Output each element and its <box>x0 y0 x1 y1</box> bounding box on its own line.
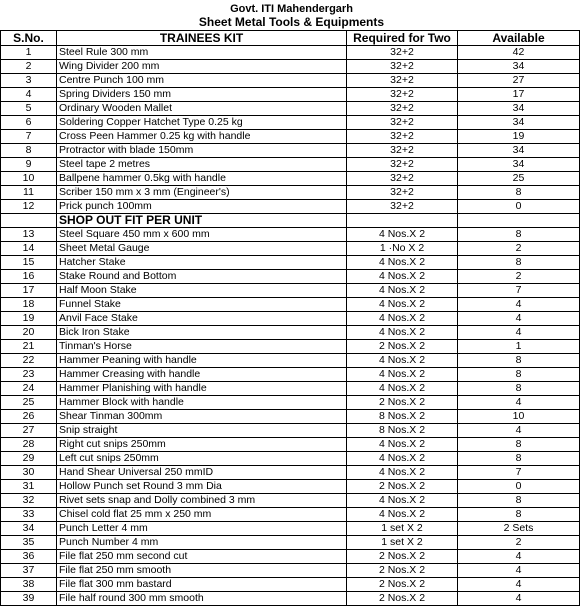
required-cell: 4 Nos.X 2 <box>347 452 458 466</box>
available-cell: 0 <box>458 480 580 494</box>
item-cell: Cross Peen Hammer 0.25 kg with handle <box>57 130 347 144</box>
item-cell: File flat 250 mm second cut <box>57 550 347 564</box>
required-cell: 32+2 <box>347 88 458 102</box>
tools-table <box>0 30 580 606</box>
table-row <box>1 242 580 256</box>
sno-cell: 33 <box>1 508 57 522</box>
required-cell: 2 Nos.X 2 <box>347 550 458 564</box>
required-cell: 1 ·No X 2 <box>347 242 458 256</box>
table-row <box>1 102 580 116</box>
item-cell: File half round 300 mm smooth <box>57 592 347 606</box>
item-cell: Hollow Punch set Round 3 mm Dia <box>57 480 347 494</box>
sno-cell: 18 <box>1 298 57 312</box>
required-cell: 4 Nos.X 2 <box>347 382 458 396</box>
required-cell: 32+2 <box>347 102 458 116</box>
table-row <box>1 592 580 606</box>
sno-cell: 15 <box>1 256 57 270</box>
table-row <box>1 298 580 312</box>
item-cell: Soldering Copper Hatchet Type 0.25 kg <box>57 116 347 130</box>
item-cell: Hatcher Stake <box>57 256 347 270</box>
available-cell: 4 <box>458 298 580 312</box>
available-cell: 8 <box>458 508 580 522</box>
table-row <box>1 424 580 438</box>
available-cell: 17 <box>458 88 580 102</box>
sno-cell: 35 <box>1 536 57 550</box>
required-cell: 4 Nos.X 2 <box>347 326 458 340</box>
document-subtitle: Sheet Metal Tools & Equipments <box>198 15 385 29</box>
table-row <box>1 270 580 284</box>
sno-cell: 6 <box>1 116 57 130</box>
institute-title: Govt. ITI Mahendergarh <box>230 3 353 15</box>
sno-cell: 25 <box>1 396 57 410</box>
sno-cell: 27 <box>1 424 57 438</box>
required-cell: 32+2 <box>347 46 458 60</box>
required-cell: 2 Nos.X 2 <box>347 340 458 354</box>
required-cell: 2 Nos.X 2 <box>347 578 458 592</box>
available-cell: 7 <box>458 466 580 480</box>
sno-cell: 7 <box>1 130 57 144</box>
available-cell: 8 <box>458 186 580 200</box>
sno-cell: 32 <box>1 494 57 508</box>
required-cell: 32+2 <box>347 116 458 130</box>
sno-cell: 28 <box>1 438 57 452</box>
required-cell: 32+2 <box>347 172 458 186</box>
item-cell: Hand Shear Universal 250 mmID <box>57 466 347 480</box>
table-row <box>1 158 580 172</box>
required-cell: 1 set X 2 <box>347 522 458 536</box>
sno-cell: 37 <box>1 564 57 578</box>
sno-cell: 21 <box>1 340 57 354</box>
required-cell: 4 Nos.X 2 <box>347 312 458 326</box>
available-cell: 34 <box>458 60 580 74</box>
available-cell: 34 <box>458 144 580 158</box>
item-cell: Ballpene hammer 0.5kg with handle <box>57 172 347 186</box>
required-cell: 32+2 <box>347 60 458 74</box>
item-cell: Funnel Stake <box>57 298 347 312</box>
available-cell: 8 <box>458 354 580 368</box>
table-row <box>1 186 580 200</box>
table-row <box>1 466 580 480</box>
table-row <box>1 256 580 270</box>
required-cell: 8 Nos.X 2 <box>347 410 458 424</box>
available-cell: 10 <box>458 410 580 424</box>
sno-cell: 26 <box>1 410 57 424</box>
available-cell: 25 <box>458 172 580 186</box>
item-cell: Scriber 150 mm x 3 mm (Engineer's) <box>57 186 347 200</box>
sno-cell <box>1 214 57 228</box>
sno-cell: 12 <box>1 200 57 214</box>
item-cell: Punch Number 4 mm <box>57 536 347 550</box>
item-cell: Tinman's Horse <box>57 340 347 354</box>
sno-cell: 1 <box>1 46 57 60</box>
item-cell: Shear Tinman 300mm <box>57 410 347 424</box>
header-trainees-kit: TRAINEES KIT <box>57 31 347 46</box>
item-cell: Hammer Creasing with handle <box>57 368 347 382</box>
table-row <box>1 396 580 410</box>
required-cell: 2 Nos.X 2 <box>347 396 458 410</box>
required-cell: 1 set X 2 <box>347 536 458 550</box>
required-cell: 8 Nos.X 2 <box>347 424 458 438</box>
item-cell: Hammer Peaning with handle <box>57 354 347 368</box>
table-row <box>1 480 580 494</box>
sno-cell: 19 <box>1 312 57 326</box>
available-cell: 4 <box>458 424 580 438</box>
required-cell: 2 Nos.X 2 <box>347 592 458 606</box>
item-cell: Ordinary Wooden Mallet <box>57 102 347 116</box>
sno-cell: 2 <box>1 60 57 74</box>
available-cell: 2 <box>458 536 580 550</box>
sno-cell: 36 <box>1 550 57 564</box>
available-cell: 0 <box>458 200 580 214</box>
required-cell: 4 Nos.X 2 <box>347 368 458 382</box>
item-cell: Steel Rule 300 mm <box>57 46 347 60</box>
header-available: Available <box>458 31 580 46</box>
section-header-row <box>1 214 580 228</box>
required-cell: 2 Nos.X 2 <box>347 480 458 494</box>
required-cell <box>347 214 458 228</box>
available-cell: 34 <box>458 102 580 116</box>
header-sno: S.No. <box>1 31 57 46</box>
table-row <box>1 536 580 550</box>
table-row <box>1 116 580 130</box>
required-cell: 32+2 <box>347 200 458 214</box>
required-cell: 4 Nos.X 2 <box>347 270 458 284</box>
table-row <box>1 312 580 326</box>
required-cell: 4 Nos.X 2 <box>347 284 458 298</box>
sno-cell: 13 <box>1 228 57 242</box>
item-cell: File flat 250 mm smooth <box>57 564 347 578</box>
table-row <box>1 452 580 466</box>
item-cell: Anvil Face Stake <box>57 312 347 326</box>
required-cell: 4 Nos.X 2 <box>347 228 458 242</box>
sno-cell: 22 <box>1 354 57 368</box>
required-cell: 4 Nos.X 2 <box>347 438 458 452</box>
table-row <box>1 88 580 102</box>
item-cell: Half Moon Stake <box>57 284 347 298</box>
available-cell: 8 <box>458 452 580 466</box>
table-row <box>1 354 580 368</box>
sno-cell: 3 <box>1 74 57 88</box>
table-row <box>1 564 580 578</box>
sno-cell: 8 <box>1 144 57 158</box>
available-cell: 4 <box>458 326 580 340</box>
sno-cell: 24 <box>1 382 57 396</box>
item-cell: Sheet Metal Gauge <box>57 242 347 256</box>
sno-cell: 39 <box>1 592 57 606</box>
available-cell: 2 Sets <box>458 522 580 536</box>
item-cell: Left cut snips 250mm <box>57 452 347 466</box>
available-cell: 42 <box>458 46 580 60</box>
available-cell: 27 <box>458 74 580 88</box>
item-cell: Hammer Planishing with handle <box>57 382 347 396</box>
required-cell: 4 Nos.X 2 <box>347 466 458 480</box>
item-cell: SHOP OUT FIT PER UNIT <box>57 214 347 228</box>
required-cell: 4 Nos.X 2 <box>347 508 458 522</box>
sno-cell: 4 <box>1 88 57 102</box>
available-cell: 4 <box>458 312 580 326</box>
table-row <box>1 46 580 60</box>
item-cell: Snip straight <box>57 424 347 438</box>
sno-cell: 38 <box>1 578 57 592</box>
item-cell: Prick punch 100mm <box>57 200 347 214</box>
sno-cell: 16 <box>1 270 57 284</box>
table-row <box>1 130 580 144</box>
table-row <box>1 550 580 564</box>
table-row <box>1 368 580 382</box>
table-row <box>1 144 580 158</box>
available-cell: 8 <box>458 256 580 270</box>
sno-cell: 29 <box>1 452 57 466</box>
available-cell: 1 <box>458 340 580 354</box>
item-cell: Punch Letter 4 mm <box>57 522 347 536</box>
table-row <box>1 74 580 88</box>
required-cell: 32+2 <box>347 186 458 200</box>
item-cell: Chisel cold flat 25 mm x 250 mm <box>57 508 347 522</box>
required-cell: 2 Nos.X 2 <box>347 564 458 578</box>
sno-cell: 17 <box>1 284 57 298</box>
available-cell: 2 <box>458 242 580 256</box>
item-cell: Wing Divider 200 mm <box>57 60 347 74</box>
available-cell <box>458 214 580 228</box>
table-row <box>1 200 580 214</box>
item-cell: Right cut snips 250mm <box>57 438 347 452</box>
sno-cell: 14 <box>1 242 57 256</box>
available-cell: 19 <box>458 130 580 144</box>
available-cell: 34 <box>458 116 580 130</box>
sno-cell: 34 <box>1 522 57 536</box>
item-cell: Spring Dividers 150 mm <box>57 88 347 102</box>
sno-cell: 10 <box>1 172 57 186</box>
table-row <box>1 522 580 536</box>
table-row <box>1 382 580 396</box>
table-row <box>1 326 580 340</box>
table-row <box>1 578 580 592</box>
table-row <box>1 284 580 298</box>
sno-cell: 20 <box>1 326 57 340</box>
sno-cell: 5 <box>1 102 57 116</box>
required-cell: 32+2 <box>347 158 458 172</box>
sno-cell: 9 <box>1 158 57 172</box>
item-cell: Rivet sets snap and Dolly combined 3 mm <box>57 494 347 508</box>
table-row <box>1 60 580 74</box>
table-row <box>1 172 580 186</box>
available-cell: 4 <box>458 592 580 606</box>
item-cell: Hammer Block with handle <box>57 396 347 410</box>
table-row <box>1 410 580 424</box>
sno-cell: 31 <box>1 480 57 494</box>
header-required: Required for Two <box>347 31 458 46</box>
table-row <box>1 228 580 242</box>
sno-cell: 11 <box>1 186 57 200</box>
available-cell: 8 <box>458 382 580 396</box>
table-row <box>1 494 580 508</box>
item-cell: Centre Punch 100 mm <box>57 74 347 88</box>
available-cell: 8 <box>458 494 580 508</box>
available-cell: 2 <box>458 270 580 284</box>
sno-cell: 23 <box>1 368 57 382</box>
item-cell: File flat 300 mm bastard <box>57 578 347 592</box>
required-cell: 4 Nos.X 2 <box>347 354 458 368</box>
sno-cell: 30 <box>1 466 57 480</box>
item-cell: Steel tape 2 metres <box>57 158 347 172</box>
available-cell: 8 <box>458 438 580 452</box>
required-cell: 4 Nos.X 2 <box>347 298 458 312</box>
available-cell: 4 <box>458 564 580 578</box>
available-cell: 4 <box>458 396 580 410</box>
item-cell: Bick Iron Stake <box>57 326 347 340</box>
table-row <box>1 508 580 522</box>
required-cell: 32+2 <box>347 144 458 158</box>
available-cell: 8 <box>458 368 580 382</box>
required-cell: 4 Nos.X 2 <box>347 494 458 508</box>
item-cell: Steel Square 450 mm x 600 mm <box>57 228 347 242</box>
available-cell: 4 <box>458 578 580 592</box>
available-cell: 8 <box>458 228 580 242</box>
required-cell: 32+2 <box>347 74 458 88</box>
item-cell: Stake Round and Bottom <box>57 270 347 284</box>
available-cell: 4 <box>458 550 580 564</box>
item-cell: Protractor with blade 150mm <box>57 144 347 158</box>
required-cell: 32+2 <box>347 130 458 144</box>
required-cell: 4 Nos.X 2 <box>347 256 458 270</box>
available-cell: 34 <box>458 158 580 172</box>
available-cell: 7 <box>458 284 580 298</box>
table-row <box>1 438 580 452</box>
table-header-row <box>1 31 580 46</box>
table-row <box>1 340 580 354</box>
